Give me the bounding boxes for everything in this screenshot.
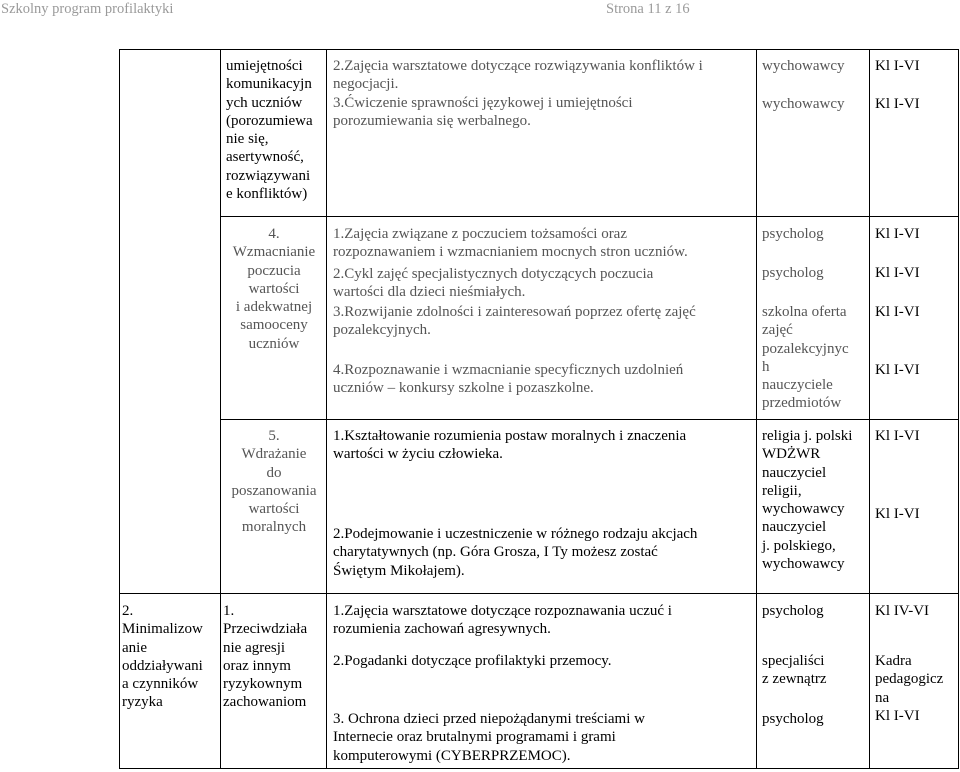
row-divider-1 xyxy=(220,216,959,217)
row3-responsible: religia j. polski WDŻWR nauczyciel religii, wychowawcy nauczyciel j. polskiego, wychowawcy xyxy=(762,428,853,573)
row4-activity-1: 1.Zajęcia warsztatowe dotyczące rozpoznawania uczuć i rozumienia zachowań agresywnych. xyxy=(333,603,672,638)
row4-responsible-2: specjaliści z zewnątrz xyxy=(762,653,827,688)
row1-activity-3: 3.Ćwiczenie sprawności językowej i umiejętności porozumiewania się werbalnego. xyxy=(333,95,633,130)
row3-activity-2: 2.Podejmowanie i uczestniczenie w różnego rodzaju akcjach charytatywnych (np. Góra Grosza, I Ty możesz zostać Świętym Mikołajem). xyxy=(333,526,698,579)
col-divider-4 xyxy=(869,49,870,769)
row4-activity-2: 2.Pogadanki dotyczące profilaktyki przemocy. xyxy=(333,653,612,669)
row1-responsible-1: wychowawcy xyxy=(762,58,845,74)
row2-class-1: Kl I-VI xyxy=(875,226,920,242)
document-title: Szkolny program profilaktyki xyxy=(1,1,174,17)
col-divider-2 xyxy=(326,49,327,769)
row2-responsible-1: psycholog xyxy=(762,226,824,242)
table-border-bottom xyxy=(119,768,959,769)
row2-responsible-3: szkolna oferta zajęć pozalekcyjnyc h nauczyciele przedmiotów xyxy=(762,304,849,412)
row1-class-1: Kl I-VI xyxy=(875,58,920,74)
row-divider-3 xyxy=(119,593,959,594)
row-divider-2 xyxy=(220,419,959,420)
row3-activity-1: 1.Kształtowanie rozumienia postaw moralnych i znaczenia wartości w życiu człowieka. xyxy=(333,428,687,463)
row4-class-1: Kl IV-VI xyxy=(875,603,930,619)
row2-activity-3: 3.Rozwijanie zdolności i zainteresowań poprzez ofertę zajęć pozalekcyjnych. xyxy=(333,304,696,339)
row3-class-2: Kl I-VI xyxy=(875,506,920,522)
row3-class-1: Kl I-VI xyxy=(875,428,920,444)
row4-objective: 1. Przeciwdziała nie agresji oraz innym ryzykownym zachowaniom xyxy=(223,603,308,711)
row4-responsible-1: psycholog xyxy=(762,603,824,619)
row2-class-4: Kl I-VI xyxy=(875,362,920,378)
row2-objective: 4. Wzmacnianie poczucia wartości i adekwatnej samooceny uczniów xyxy=(232,226,316,352)
col-divider-3 xyxy=(756,49,757,769)
table-border-right xyxy=(958,49,959,769)
row1-class-2: Kl I-VI xyxy=(875,96,920,112)
row1-activity-2: 2.Zajęcia warsztatowe dotyczące rozwiązywania konfliktów i negocjacji. xyxy=(333,58,703,93)
page-header xyxy=(0,0,960,22)
row4-goal: 2. Minimalizow anie oddziaływani a czynników ryzyka xyxy=(122,603,203,711)
row4-responsible-3: psycholog xyxy=(762,711,824,727)
row2-class-2: Kl I-VI xyxy=(875,265,920,281)
table-border-left xyxy=(119,49,120,769)
row2-activity-4: 4.Rozpoznawanie i wzmacnianie specyficznych uzdolnień uczniów – konkursy szkolne i pozaszkolne. xyxy=(333,362,684,397)
row3-objective: 5. Wdrażanie do poszanowania wartości moralnych xyxy=(231,428,317,536)
row4-activity-3: 3. Ochrona dzieci przed niepożądanymi treściami w Internecie oraz brutalnymi programami i grami komputerowymi (CYBERPRZEMOC). xyxy=(333,711,645,764)
row2-responsible-2: psycholog xyxy=(762,265,824,281)
row4-class-2: Kadra pedagogicz na Kl I-VI xyxy=(875,653,944,724)
table-border-top xyxy=(119,49,959,50)
row2-activity-2: 2.Cykl zajęć specjalistycznych dotyczących poczucia wartości dla dzieci nieśmiałych. xyxy=(333,266,654,301)
row2-class-3: Kl I-VI xyxy=(875,304,920,320)
row1-responsible-2: wychowawcy xyxy=(762,96,845,112)
row2-activity-1: 1.Zajęcia związane z poczuciem tożsamości oraz rozpoznawaniem i wzmacnianiem mocnych stron uczniów. xyxy=(333,226,688,261)
col-divider-1 xyxy=(220,49,221,769)
page-number: Strona 11 z 16 xyxy=(606,1,690,17)
row1-objective: umiejętności komunikacyjn ych uczniów (porozumiewa nie się, asertywność, rozwiązywani e konfliktów) xyxy=(226,58,313,203)
